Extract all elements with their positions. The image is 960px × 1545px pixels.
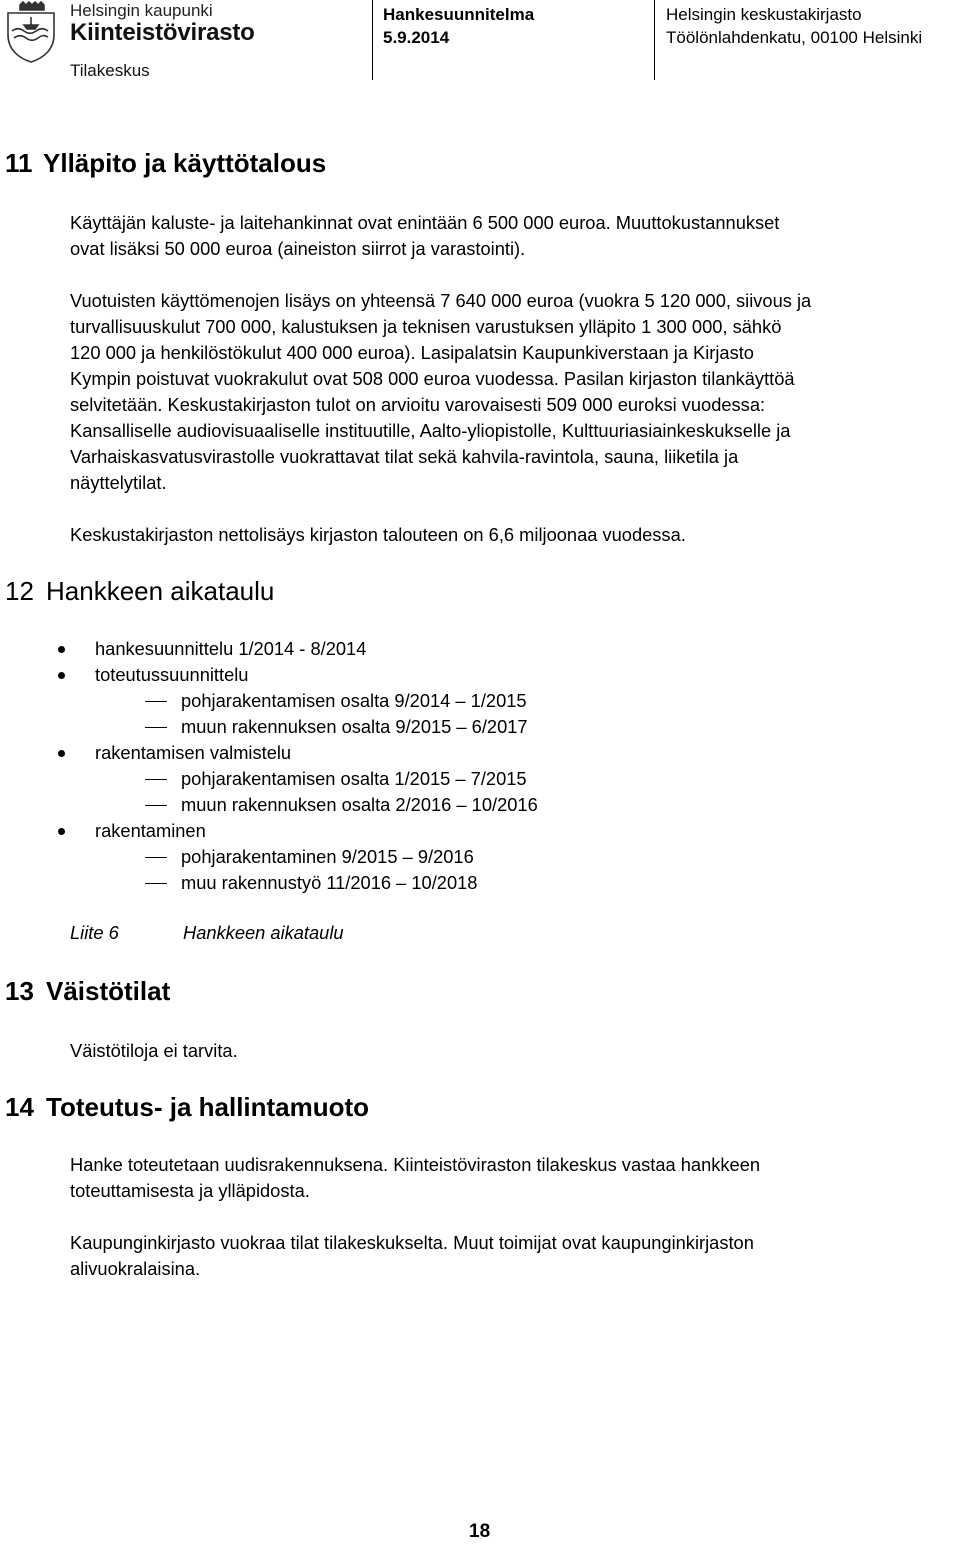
section-11-paragraph-3 — [70, 522, 960, 548]
text-line: näyttelytilat. — [70, 472, 167, 493]
text-line: Varhaiskasvatusvirastolle vuokrattavat tilat sekä kahvila-ravintola, sauna, liiketila ja — [70, 446, 739, 467]
section-number: 14 — [5, 1092, 34, 1122]
section-12-heading — [5, 576, 274, 607]
header-divider — [654, 0, 655, 80]
section-number: 13 — [5, 976, 34, 1006]
schedule-item-text: muun rakennuksen osalta 9/2015 – 6/2017 — [181, 716, 528, 737]
section-11-paragraph-1 — [70, 210, 960, 262]
text-line: selvitetään. Keskustakirjaston tulot on arvioitu varovaisesti 509 000 euroksi vuodessa: — [70, 394, 766, 415]
schedule-item-text: pohjarakentamisen osalta 9/2014 – 1/2015 — [181, 690, 527, 711]
text-line: 120 000 ja henkilöstökulut 400 000 euroa). Lasipalatsin Kaupunkiverstaan ja Kirjasto — [70, 342, 754, 363]
section-title: Väistötilat — [46, 976, 171, 1006]
section-14-paragraph-2 — [70, 1230, 960, 1282]
dash-icon — [145, 701, 167, 702]
helsinki-crest-icon — [2, 1, 60, 63]
section-13-heading — [5, 976, 170, 1007]
schedule-item-text: muu rakennustyö 11/2016 – 10/2018 — [181, 872, 478, 893]
schedule-item-text: hankesuunnittelu 1/2014 - 8/2014 — [95, 638, 367, 659]
header-organization: Kiinteistövirasto — [70, 19, 255, 46]
header-divider — [372, 0, 373, 80]
appendix-title: Hankkeen aikataulu — [183, 922, 344, 943]
section-11-heading — [5, 148, 326, 179]
header-document-date: 5.9.2014 — [383, 28, 450, 47]
section-14-paragraph-1 — [70, 1152, 960, 1204]
text-line: Kaupunginkirjasto vuokraa tilat tilakeskukselta. Muut toimijat ovat kaupunginkirjaston — [70, 1232, 754, 1253]
schedule-item-text: rakentaminen — [95, 820, 206, 841]
section-title: Hankkeen aikataulu — [46, 576, 275, 606]
bullet-icon — [58, 672, 65, 679]
header-unit: Tilakeskus — [70, 61, 150, 80]
text-line: toteuttamisesta ja ylläpidosta. — [70, 1180, 310, 1201]
header-project-address: Töölönlahdenkatu, 00100 Helsinki — [666, 28, 923, 47]
text-line: Keskustakirjaston nettolisäys kirjaston talouteen on 6,6 miljoonaa vuodessa. — [70, 524, 686, 545]
schedule-item-text: rakentamisen valmistelu — [95, 742, 292, 763]
dash-icon — [145, 883, 167, 884]
section-13-paragraph — [70, 1038, 960, 1064]
text-line: Väistötiloja ei tarvita. — [70, 1040, 238, 1061]
schedule-item-text: pohjarakentaminen 9/2015 – 9/2016 — [181, 846, 474, 867]
header-city: Helsingin kaupunki — [70, 1, 213, 20]
section-number: 12 — [5, 576, 34, 606]
section-11-paragraph-2 — [70, 288, 960, 496]
page-number: 18 — [469, 1521, 491, 1542]
text-line: Vuotuisten käyttömenojen lisäys on yhteensä 7 640 000 euroa (vuokra 5 120 000, siivous ja — [70, 290, 812, 311]
text-line: Käyttäjän kaluste- ja laitehankinnat ovat enintään 6 500 000 euroa. Muuttokustannukset — [70, 212, 780, 233]
dash-icon — [145, 727, 167, 728]
header-project-name: Helsingin keskustakirjasto — [666, 5, 862, 24]
text-line: Hanke toteutetaan uudisrakennuksena. Kiinteistöviraston tilakeskus vastaa hankkeen — [70, 1154, 761, 1175]
dash-icon — [145, 779, 167, 780]
bullet-icon — [58, 750, 65, 757]
bullet-icon — [58, 646, 65, 653]
appendix-label: Liite 6 — [70, 922, 119, 943]
section-number: 11 — [5, 148, 33, 178]
bullet-icon — [58, 828, 65, 835]
schedule-item-text: pohjarakentamisen osalta 1/2015 – 7/2015 — [181, 768, 527, 789]
dash-icon — [145, 857, 167, 858]
section-14-heading — [5, 1092, 369, 1123]
schedule-item-text: toteutussuunnittelu — [95, 664, 249, 685]
section-title: Toteutus- ja hallintamuoto — [46, 1092, 370, 1122]
dash-icon — [145, 805, 167, 806]
text-line: turvallisuuskulut 700 000, kalustuksen ja teknisen varustuksen ylläpito 1 300 000, sähkö — [70, 316, 782, 337]
text-line: ovat lisäksi 50 000 euroa (aineiston siirrot ja varastointi). — [70, 238, 526, 259]
section-title: Ylläpito ja käyttötalous — [43, 148, 327, 178]
text-line: Kympin poistuvat vuokrakulut ovat 508 000 euroa vuodessa. Pasilan kirjaston tilankäyttöä — [70, 368, 795, 389]
text-line: alivuokralaisina. — [70, 1258, 201, 1279]
text-line: Kansalliselle audiovisuaaliselle instituutille, Aalto-yliopistolle, Kulttuuriasiainkeskukselle ja — [70, 420, 791, 441]
schedule-item-text: muun rakennuksen osalta 2/2016 – 10/2016 — [181, 794, 538, 815]
header-document-title: Hankesuunnitelma — [383, 5, 535, 24]
